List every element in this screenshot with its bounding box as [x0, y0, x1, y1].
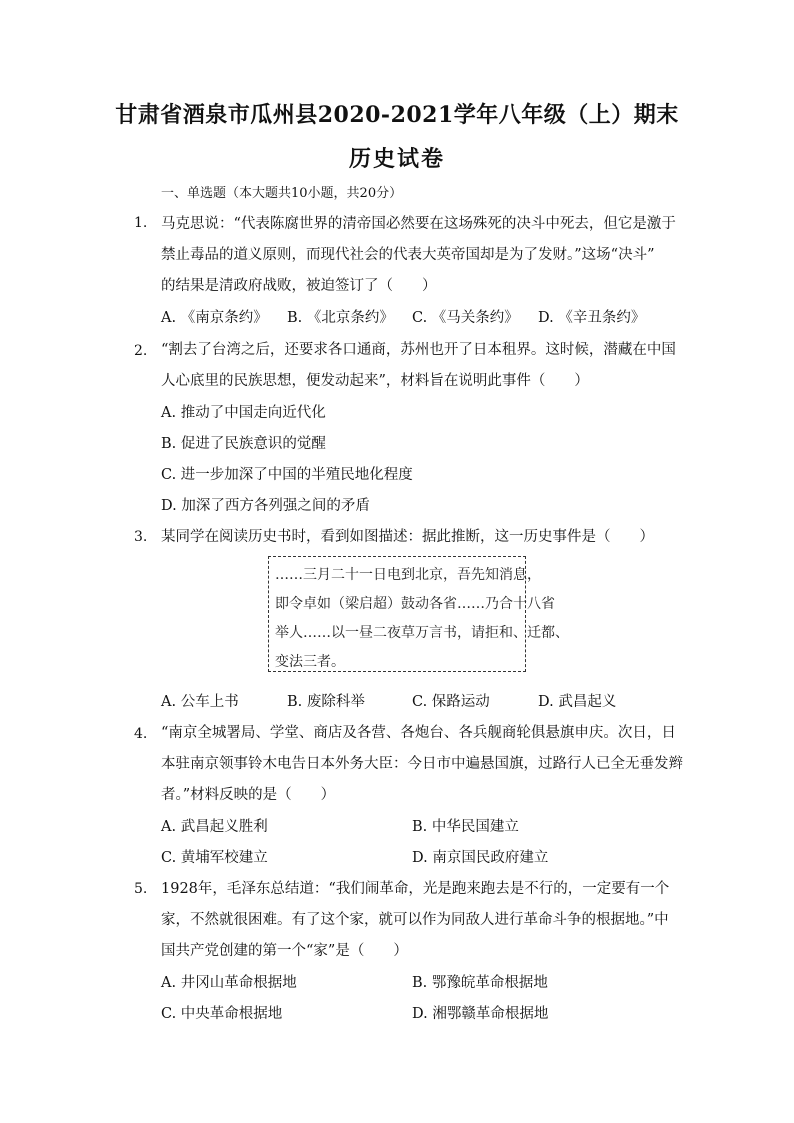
option-c[interactable]: C. 黄埔军校建立 [161, 850, 268, 866]
option-d[interactable]: D. 湘鄂赣革命根据地 [412, 1006, 549, 1022]
option-a[interactable]: A. 武昌起义胜利 [161, 819, 268, 835]
page-title: 甘肃省酒泉市瓜州县2020-2021学年八年级（上）期末 [115, 102, 679, 128]
question-text-line: 国共产党创建的第一个“家”是（ ） [161, 943, 408, 959]
question-number: 2. [134, 343, 148, 359]
question-text-line: 的结果是清政府战败，被迫签订了（ ） [161, 278, 437, 294]
question-text-line: 本驻南京领事铃木电告日本外务大臣：今日市中遍悬国旗，过路行人已全无垂发辫 [161, 756, 683, 772]
question-text-line: 者。”材料反映的是（ ） [161, 787, 336, 803]
option-d[interactable]: D. 南京国民政府建立 [412, 850, 549, 866]
option-c[interactable]: C. 进一步加深了中国的半殖民地化程度 [161, 467, 413, 483]
quote-line: 变法三者。 [275, 654, 345, 670]
option-b[interactable]: B. 鄂豫皖革命根据地 [412, 975, 548, 991]
section-heading: 一、单选题（本大题共10小题，共20分） [161, 186, 403, 201]
quote-line: 举人……以一昼二夜草万言书，请拒和、迁都、 [275, 625, 569, 641]
page-subtitle: 历史试卷 [348, 146, 445, 172]
quote-line: 即令卓如（梁启超）鼓动各省……乃合十八省 [275, 596, 555, 612]
question-text-line: 禁止毒品的道义原则，而现代社会的代表大英帝国却是为了发财。”这场“决斗” [161, 247, 655, 263]
option-b[interactable]: B. 促进了民族意识的觉醒 [161, 436, 326, 452]
question-number: 4. [134, 726, 148, 742]
question-text-line: “南京全城署局、学堂、商店及各营、各炮台、各兵舰商轮俱悬旗申庆。次日，日 [161, 725, 676, 741]
question-number: 5. [134, 881, 148, 897]
question-number: 1. [134, 215, 148, 231]
option-c[interactable]: C. 中央革命根据地 [161, 1006, 283, 1022]
question-text-line: “割去了台湾之后，还要求各口通商，苏州也开了日本租界。这时候，潜藏在中国 [161, 342, 676, 358]
question-number: 3. [134, 529, 148, 545]
question-text-line: 某同学在阅读历史书时，看到如图描述：据此推断，这一历史事件是（ ） [161, 529, 654, 545]
option-a[interactable]: A. 《南京条约》 [161, 310, 268, 326]
option-d[interactable]: D. 加深了西方各列强之间的矛盾 [161, 498, 370, 514]
option-d[interactable]: D. 《辛丑条约》 [538, 310, 646, 326]
option-a[interactable]: A. 公车上书 [161, 694, 239, 710]
option-b[interactable]: B. 废除科举 [287, 694, 365, 710]
option-d[interactable]: D. 武昌起义 [538, 694, 617, 710]
quote-line: ……三月二十一日电到北京，吾先知消息， [275, 567, 541, 583]
question-text-line: 马克思说：“代表陈腐世界的清帝国必然要在这场殊死的决斗中死去，但它是激于 [161, 216, 676, 232]
question-text-line: 人心底里的民族思想，便发动起来”，材料旨在说明此事件（ ） [161, 373, 589, 389]
option-b[interactable]: B. 中华民国建立 [412, 819, 519, 835]
option-b[interactable]: B. 《北京条约》 [287, 310, 394, 326]
question-text-line: 家，不然就很困难。有了这个家，就可以作为同敌人进行革命斗争的根据地。”中 [161, 912, 669, 928]
option-a[interactable]: A. 推动了中国走向近代化 [161, 405, 326, 421]
option-c[interactable]: C. 保路运动 [412, 694, 490, 710]
quote-image-box [268, 556, 569, 672]
option-a[interactable]: A. 井冈山革命根据地 [161, 975, 297, 991]
question-text-line: 1928年，毛泽东总结道：“我们闹革命，光是跑来跑去是不行的，一定要有一个 [161, 881, 670, 897]
option-c[interactable]: C. 《马关条约》 [412, 310, 519, 326]
